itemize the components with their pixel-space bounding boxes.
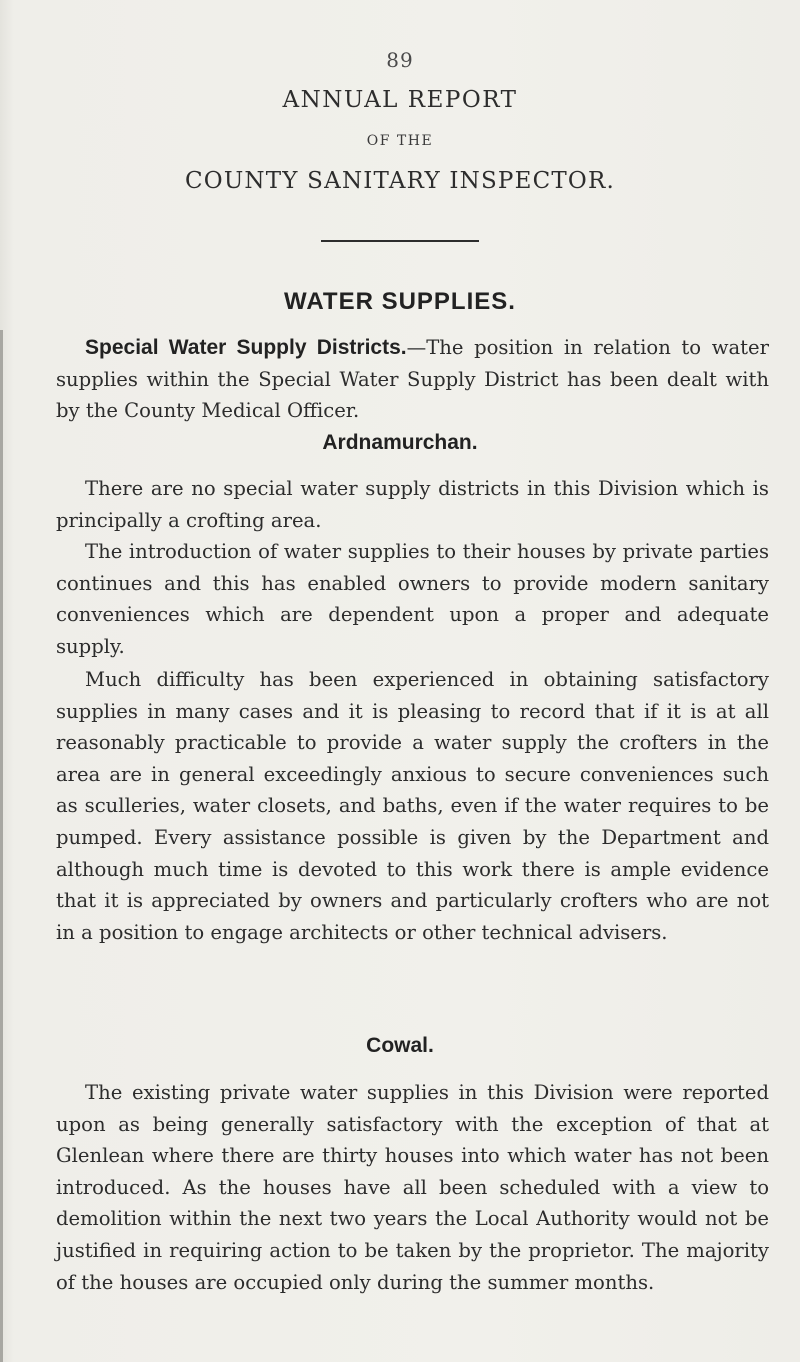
page-number: 89	[386, 48, 414, 72]
section-title: WATER SUPPLIES.	[284, 288, 516, 315]
special-districts-lead: Special Water Supply Districts.	[85, 336, 407, 359]
special-districts-paragraph	[56, 332, 769, 427]
title-divider-rule	[321, 240, 479, 242]
special-districts-text: —The position in relation to water supplies within the Special Water Supply District has been dealt with by the County Medical Officer.	[56, 336, 769, 423]
cowal-paragraph-1: The existing private water supplies in this Division were reported upon as being generally satisfactory with the exception of that at Glenlean where there are thirty houses into which water has not been introduced. As the houses have all been scheduled with a view to demolition within the next two years the Local Authority would not be justified in requiring action to be taken by the proprietor. The majority of the houses are occupied only during the summer months.	[56, 1081, 769, 1294]
cowal-heading: Cowal.	[366, 1034, 434, 1057]
report-title-line-2: OF THE	[366, 133, 434, 149]
ardnamurchan-paragraph-1: There are no special water supply districts in this Division which is principally a crofting area.	[56, 477, 769, 532]
report-title-line-1: ANNUAL REPORT	[282, 87, 518, 113]
ardnamurchan-paragraph-3: Much difficulty has been experienced in obtaining satisfactory supplies in many cases and it is pleasing to record that if it is at all reasonably practicable to provide a water supply the crofters in the area are in general exceedingly anxious to secure conveniences such as sculleries, water closets, and baths, even if the water requires to be pumped. Every assistance possible is given by the Department and although much time is devoted to this work there is ample evidence that it is appreciated by owners and particularly crofters who are not in a position to engage architects or other technical advisers.	[56, 668, 769, 944]
report-title-line-3: COUNTY SANITARY INSPECTOR.	[184, 168, 616, 194]
page-binding-edge	[0, 330, 3, 1362]
ardnamurchan-heading: Ardnamurchan.	[322, 431, 478, 454]
ardnamurchan-paragraph-2: The introduction of water supplies to their houses by private parties continues and this has enabled owners to provide modern sanitary conveniences which are dependent upon a proper and adequate supply.	[56, 540, 769, 658]
